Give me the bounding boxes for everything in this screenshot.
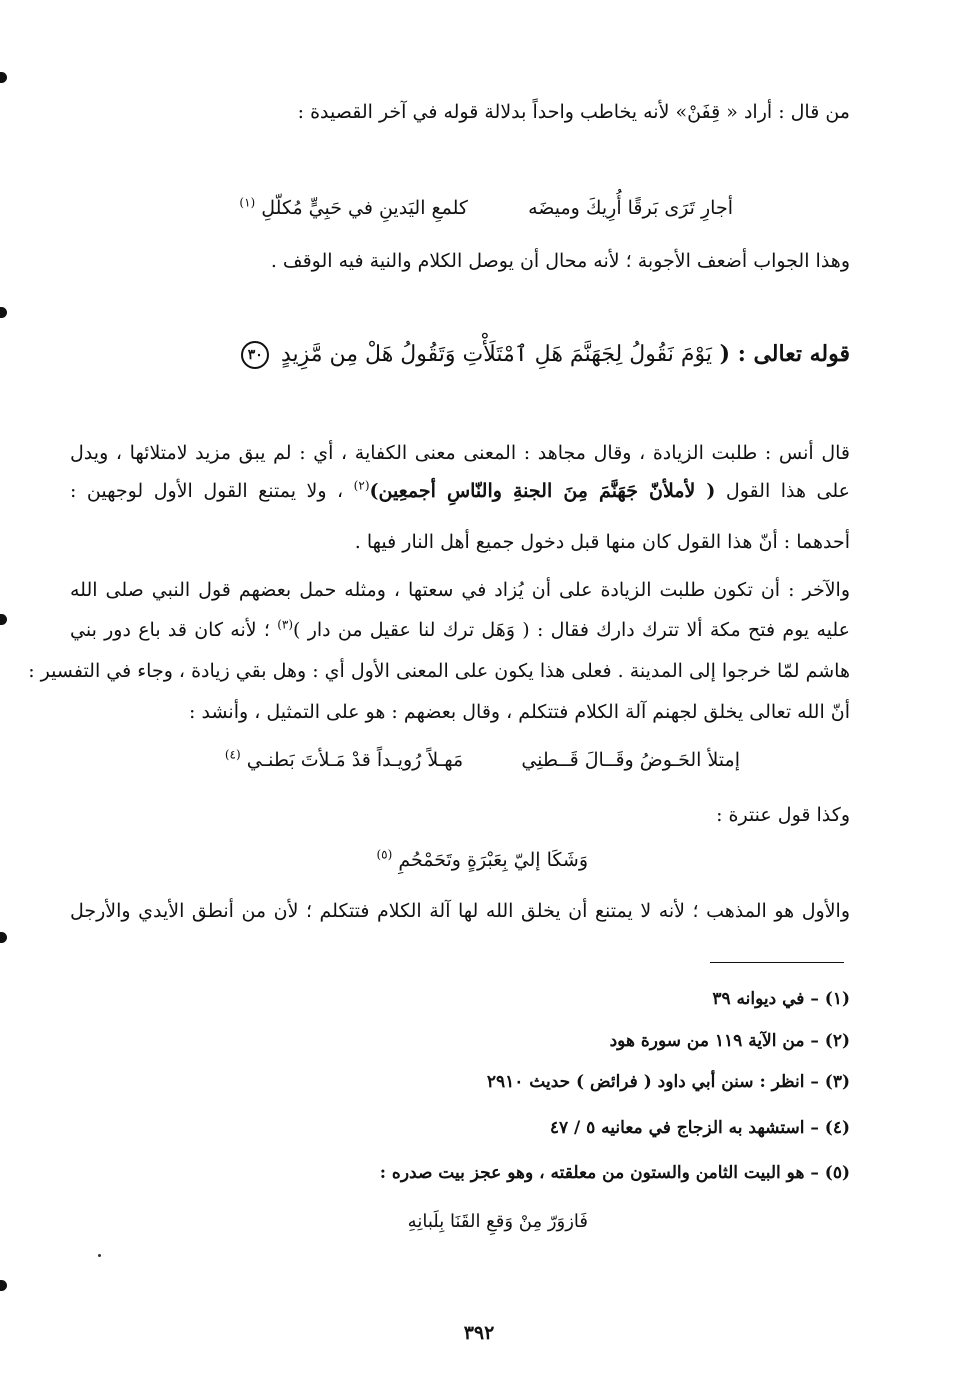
verse-second-hemistich: مَهـلاً رُويـداً قدْ مَـلأتَ بَطنـي: [246, 749, 464, 771]
paragraph-text: على هذا القول: [725, 480, 850, 502]
footnote-marker: (٣): [277, 617, 294, 632]
heading-label: قوله تعالى : (: [719, 341, 850, 367]
footnote-marker: (١): [239, 195, 256, 210]
footnote-item: (١) – في ديوانه ٣٩: [712, 989, 850, 1009]
paragraph-line: والأول هو المذهب ؛ لأنه لا يمتنع أن يخلق الله لها آلة الكلام فتتكلم ؛ لأن من أنطق الأيدي والأرجل: [70, 900, 850, 922]
paragraph-text: ، ولا يمتنع القول الأول لوجهين :: [70, 480, 344, 502]
footnote-verse: فَازوَرّ مِنْ وَقعِ القَنَا بِلَبانِهِ: [407, 1211, 588, 1232]
quran-verse: يَوْمَ نَقُولُ لِجَهَنَّمَ هَلِ ٱمْتَلَأْتِ وَتَقُولُ هَلْ مِن مَّزِيدٍ: [280, 342, 712, 367]
verse-first-hemistich: أجارِ تَرَى بَرقًا أُرِيكَ وميضَه: [528, 197, 733, 219]
verse-antara: [376, 845, 588, 875]
scan-edge-mark: [0, 1280, 7, 1291]
verse-first-hemistich: إمتلأ الحَـوضُ وقَــالَ قَــطنِي: [521, 749, 740, 771]
page-number: ٣٩٢: [463, 1322, 495, 1344]
verse-second-hemistich: كلمعِ اليَدينِ في حَبِيٍّ مُكلّلِ: [261, 197, 468, 219]
antara-intro-line: وكذا قول عنترة :: [716, 804, 850, 826]
paragraph-text: عليه يوم فتح مكة ألا تترك دارك فقال : ( وَهَل ترك لنا عقيل من دار ): [293, 619, 851, 641]
quran-quote: ( لأملأنّ جَهَنَّمَ مِنَ الجنةِ والنّاسِ أجمعِين): [369, 480, 716, 502]
paragraph-line: هاشم لمّا خرجوا إلى المدينة . فعلى هذا يكون على المعنى الأول أي : وهل بقي زيادة ، وجاء في التفسير :: [28, 660, 850, 682]
verse-heading: [241, 334, 850, 375]
footnote-item: (٣) – انظر : سنن أبي داود ( فرائض ) حديث ٢٩١٠: [486, 1072, 850, 1092]
footnote-item: (٤) – استشهد به الزجاج في معانيه ٥ / ٤٧: [549, 1118, 850, 1138]
verse-hemistich: وَشَكَا إليّ بِعَبْرَةٍ وتَحَمْحُمِ: [398, 849, 588, 871]
paragraph-line: والآخر : أن تكون طلبت الزيادة على أن يُزاد في سعتها ، ومثله حمل بعضهم قول النبي صلى الله: [70, 579, 850, 601]
footnote-separator: [710, 962, 844, 963]
footnote-item: (٥) – هو البيت الثامن والستون من معلقته ، وهو عجز بيت صدره :: [379, 1163, 850, 1183]
paragraph-line: [70, 476, 850, 506]
verse-hawd: [225, 745, 740, 775]
paragraph-line: [70, 615, 850, 645]
scan-speck: [98, 1254, 101, 1257]
scan-edge-mark: [0, 614, 7, 625]
paragraph-line: أنّ الله تعالى يخلق لجهنم آلة الكلام فتتكلم ، وقال بعضهم : هو على التمثيل ، وأنشد :: [189, 701, 850, 723]
scan-edge-mark: [0, 932, 7, 943]
footnote-marker: (٢): [353, 478, 370, 493]
footnote-marker: (٤): [224, 747, 241, 762]
paragraph-text: ؛ لأنه كان قد باع دور بني: [70, 619, 270, 641]
footnote-marker: (٥): [376, 847, 393, 862]
scan-edge-mark: [0, 72, 7, 83]
weak-answer-line: وهذا الجواب أضعف الأجوبة ؛ لأنه محال أن يوصل الكلام والنية فيه الوقف .: [270, 250, 850, 272]
verse-imru-alqais: [239, 193, 733, 223]
intro-line: من قال : أراد « قِفَنْ» لأنه يخاطب واحداً بدلالة قوله في آخر القصيدة :: [297, 101, 850, 123]
first-reason-line: أحدهما : أنّ هذا القول كان منها قبل دخول جميع أهل النار فيها .: [354, 531, 850, 553]
paragraph-line: قال أنس : طلبت الزيادة ، وقال مجاهد : المعنى معنى الكفاية ، أي : لم يبق مزيد لامتلائها ، ويدل: [70, 442, 850, 464]
scan-edge-mark: [0, 307, 7, 318]
ayah-number-mark: ٣٠: [241, 341, 269, 369]
footnote-item: (٢) – من الآية ١١٩ من سورة هود: [609, 1031, 850, 1051]
